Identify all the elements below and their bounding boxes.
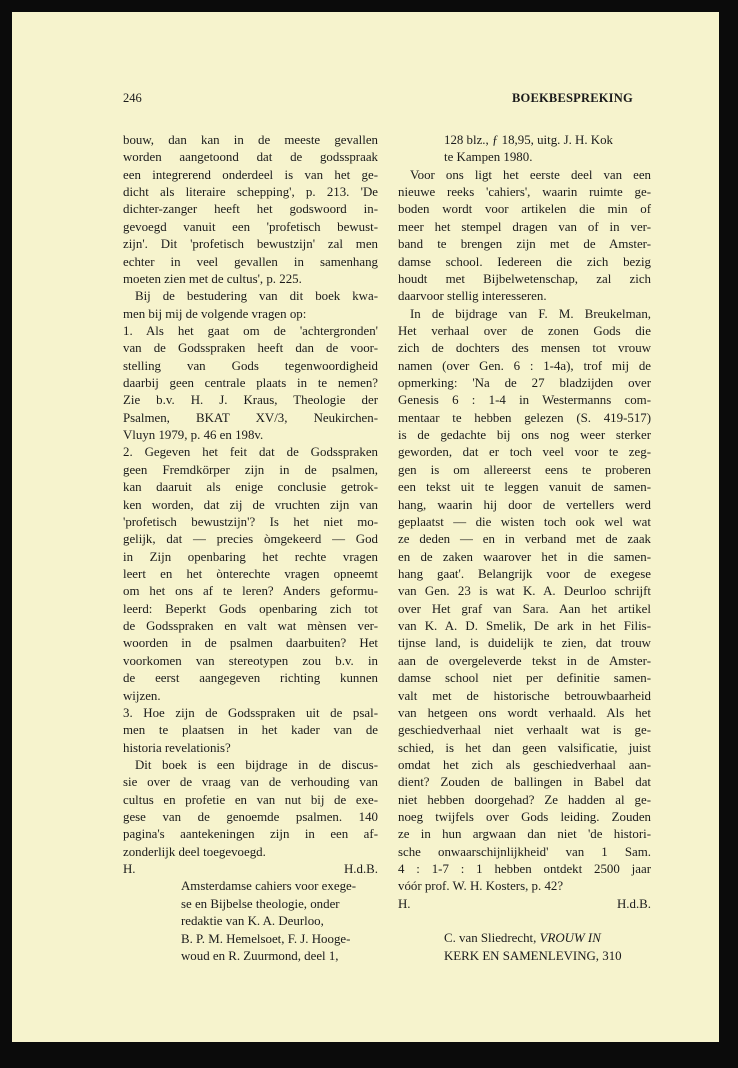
text-line: van Gen. 23 is wat K. A. Deurloo schrijft bbox=[398, 584, 651, 599]
text-line: nieuwe reeks 'cahiers', waarin ruimte ge- bbox=[398, 185, 651, 200]
publication-line: te Kampen 1980. bbox=[444, 150, 533, 165]
text-line: leert en het ònterechte vragen opneemt bbox=[123, 566, 378, 581]
text-line: de Godsspraken en valt wat mènsen ver- bbox=[123, 619, 378, 634]
text-line: cultus en profetie en van nut bij de exe- bbox=[123, 792, 378, 807]
text-line: schied, is het dan geen valsificatie, juist bbox=[398, 740, 651, 755]
text-line: kan daaruit als enige conclusie getrok- bbox=[123, 480, 378, 495]
text-line: ze deden — en in verband met de zaak bbox=[398, 532, 651, 547]
text-line: ze in hun argwaan dan niet 'de histori- bbox=[398, 827, 651, 842]
text-line: 1. Als het gaat om de 'achtergronden' bbox=[123, 323, 378, 338]
text-line: boden wordt voor artikelen die min of bbox=[398, 202, 651, 217]
text-line: Het verhaal over de zonen Gods die bbox=[398, 323, 651, 338]
text-line: sie over de vraag van de verhouding van bbox=[123, 775, 378, 790]
text-line: Voor ons ligt het eerste deel van een bbox=[410, 167, 651, 182]
text-line: namen (over Gen. 6 : 1-4a), trof mij de bbox=[398, 358, 651, 373]
text-line: een tekst uit te leggen vanuit de samen- bbox=[398, 480, 651, 495]
text-line: dichter-zanger heeft het godswoord in- bbox=[123, 202, 378, 217]
reference-line: redaktie van K. A. Deurloo, bbox=[181, 914, 324, 929]
text-line: damse school niet per definitie samen- bbox=[398, 671, 651, 686]
text-line: dient? Zouden de ballingen in Babel dat bbox=[398, 775, 651, 790]
text-line: noeg twijfels over Gods leiding. Zouden bbox=[398, 810, 651, 825]
text-line: gese van de genoemde psalmen. 140 bbox=[123, 810, 378, 825]
spacer bbox=[398, 913, 651, 930]
text-line: sche onwaarschijnlijkheid' van 1 Sam. bbox=[398, 844, 651, 859]
running-title: BOEKBESPREKING bbox=[512, 91, 633, 105]
signature-initial: H. bbox=[123, 862, 136, 877]
text-line: daarvoor stellig interesseren. bbox=[398, 289, 547, 304]
text-line: stelling van Gods tegenwoordigheid bbox=[123, 358, 378, 373]
text-line: geplaatst — die wisten toch ook wel wat bbox=[398, 514, 651, 529]
text-line: meer het stempel dragen van of in ver- bbox=[398, 219, 651, 234]
text-line: In de bijdrage van F. M. Breukelman, bbox=[410, 306, 651, 321]
signature-name: H.d.B. bbox=[343, 862, 378, 877]
text-line: tijnse land, is duidelijk te zien, dat trouw bbox=[398, 636, 651, 651]
text-line: 4 : 1-7 : 1 hebben ontdekt 2500 jaar bbox=[398, 862, 651, 877]
reference-line: Amsterdamse cahiers voor exege- bbox=[181, 879, 357, 894]
text-line: gevoegd vanuit een 'profetisch bewust- bbox=[123, 219, 378, 234]
text-line: geen Fremdkörper zijn in de psalmen, bbox=[123, 462, 378, 477]
reviewer-signature bbox=[398, 896, 651, 913]
text-line: worden aangetoond dat de godsspraak bbox=[123, 150, 378, 165]
text-line: echter in veel gevallen in samenhang bbox=[123, 254, 378, 269]
text-line: gelijk, dat — precies òmgekeerd — God bbox=[123, 532, 378, 547]
text-line: men bij mij de volgende vragen op: bbox=[123, 306, 307, 321]
reference-line: woud en R. Zuurmond, deel 1, bbox=[181, 948, 339, 963]
signature-initial: H. bbox=[398, 896, 411, 911]
text-line: bouw, dan kan in de meeste gevallen bbox=[123, 133, 378, 147]
text-line: vóór prof. W. H. Kosters, p. 42? bbox=[398, 879, 564, 894]
text-line: Psalmen, BKAT XV/3, Neukirchen- bbox=[123, 410, 378, 425]
text-line: 'profetisch bewustzijn'? Is het niet mo- bbox=[123, 514, 378, 529]
text-line: Genesis 6 : 1-4 in Westermanns com- bbox=[398, 393, 651, 408]
reference-line: B. P. M. Hemelsoet, F. J. Hooge- bbox=[181, 931, 351, 946]
text-line: Vluyn 1979, p. 46 en 198v. bbox=[123, 428, 264, 443]
text-line: de eerst aangegeven richting kunnen bbox=[123, 671, 378, 686]
next-review-heading bbox=[398, 930, 651, 947]
left-column bbox=[123, 132, 378, 965]
next-review-title: VROUW IN bbox=[539, 931, 601, 946]
text-line: omdat het zich als geschiedverhaal aan- bbox=[398, 757, 651, 772]
text-line: Zie b.v. H. J. Kraus, Theologie der bbox=[123, 393, 378, 408]
text-line: daarbij geen centrale plaats in te nemen? bbox=[123, 376, 378, 391]
text-line: pagina's aantekeningen zijn in een af- bbox=[123, 827, 378, 842]
text-line: om het ons af te leren? Anders geformu- bbox=[123, 584, 378, 599]
text-line: aan de overgeleverde tekst in de Amster- bbox=[398, 653, 651, 668]
text-line: een integrerend onderdeel is van het ge- bbox=[123, 167, 378, 182]
text-line: valt met de historische betrouwbaarheid bbox=[398, 688, 651, 703]
text-line: van hetgeen ons wordt verhaald. Als het bbox=[398, 705, 651, 720]
text-line: mentaar te hebben gelezen (S. 419-517) bbox=[398, 410, 651, 425]
text-line: band te brengen zijn met de Amster- bbox=[398, 237, 651, 252]
text-line: dicht als literaire schepping', p. 213. 'De bbox=[123, 185, 378, 200]
text-line: hang, waarin hij door de vertellers werd bbox=[398, 497, 651, 512]
text-line: houdt met Bijbelwetenschap, zal zich bbox=[398, 271, 651, 286]
text-line: damse school. Iedereen die zich bezig bbox=[398, 254, 651, 269]
text-line: historia revelationis? bbox=[123, 740, 231, 755]
signature-name: H.d.B. bbox=[616, 896, 651, 911]
text-line: zonderlijk deel toegevoegd. bbox=[123, 844, 266, 859]
text-line: ken worden, dat zij de vruchten zijn van bbox=[123, 497, 378, 512]
text-line: leerd: Beperkt Gods openbaring zich tot bbox=[123, 601, 378, 616]
text-line: 2. Gegeven het feit dat de Godsspraken bbox=[123, 445, 378, 460]
text-line: in Zijn openbaring het rechte vragen bbox=[123, 549, 378, 564]
text-line: van K. A. D. Smelik, De ark in het Filis- bbox=[398, 619, 651, 634]
text-line: woorden in de psalmen daarbuiten? Het bbox=[123, 636, 378, 651]
text-line: geschiedverhaal niet verhaalt wat is ge- bbox=[398, 723, 651, 738]
text-line: voorkomen van stereotypen zou b.v. in bbox=[123, 653, 378, 668]
text-line: Bij de bestudering van dit boek kwa- bbox=[135, 289, 378, 304]
text-line: men te plaatsen in het kader van de bbox=[123, 723, 378, 738]
reference-line: se en Bijbelse theologie, onder bbox=[181, 896, 340, 911]
text-line: van de Godsspraken heeft dan de voor- bbox=[123, 341, 378, 356]
right-column bbox=[398, 132, 651, 965]
text-line: gen is om allereerst eens te proberen bbox=[398, 462, 651, 477]
text-line: over Het graf van Sara. Aan het artikel bbox=[398, 601, 651, 616]
text-line: geworden, dat er toch veel voor te zeg- bbox=[398, 445, 651, 460]
reviewer-signature bbox=[123, 861, 378, 878]
text-line: hang gaat'. Belangrijk voor de exegese bbox=[398, 566, 651, 581]
text-line: zijn'. Dit 'profetisch bewustzijn' zal men bbox=[123, 237, 378, 252]
book-page bbox=[12, 12, 719, 1042]
text-line: is de gedachte bij ons nog weer sterker bbox=[398, 428, 651, 443]
text-line: niet hebben doorgehad? Ze hadden al ge- bbox=[398, 792, 651, 807]
text-line: 3. Hoe zijn de Godsspraken uit de psal- bbox=[123, 705, 378, 720]
text-line: moeten zien met de cultus', p. 225. bbox=[123, 271, 302, 286]
text-line: wijzen. bbox=[123, 688, 161, 703]
next-review-author: C. van Sliedrecht, bbox=[444, 931, 537, 946]
text-line: zich de dochters des mensen tot vrouw bbox=[398, 341, 651, 356]
page-number: 246 bbox=[123, 91, 142, 105]
text-line: opmerking: 'Na de 27 bladzijden over bbox=[398, 376, 651, 391]
text-line: en de zaken waarover het in die samen- bbox=[398, 549, 651, 564]
book-reference bbox=[123, 878, 378, 965]
text-line: Dit boek is een bijdrage in de discus- bbox=[135, 757, 378, 772]
next-review-heading-line2: KERK EN SAMENLEVING, 310 bbox=[444, 948, 622, 963]
publication-line: 128 blz., ƒ 18,95, uitg. J. H. Kok bbox=[444, 133, 614, 147]
